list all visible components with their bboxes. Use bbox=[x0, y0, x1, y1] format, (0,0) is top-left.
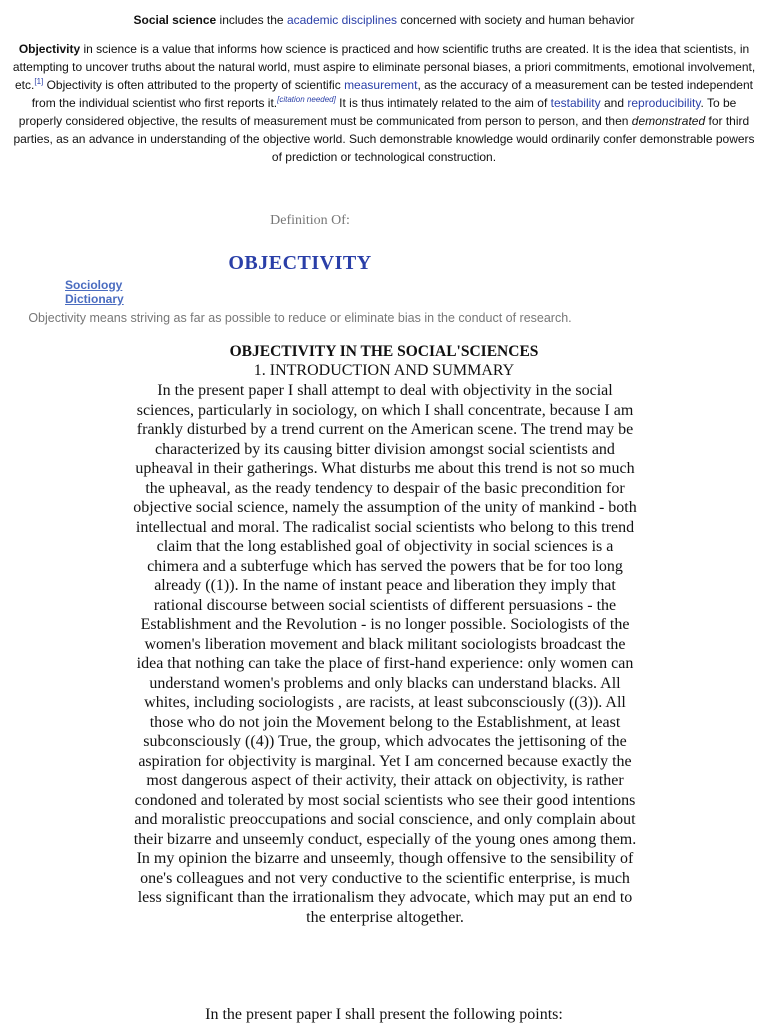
para-text: . To be properly considered objective, the results of measurement must be communicated from person to person, and then bbox=[18, 96, 737, 128]
intro-text-1: includes the bbox=[216, 13, 287, 27]
objectivity-paragraph bbox=[10, 40, 758, 166]
testability-link[interactable]: testability bbox=[550, 96, 601, 110]
reference-1-link[interactable]: [1] bbox=[34, 77, 44, 86]
source-line-1: Sociology bbox=[65, 278, 123, 292]
intro-text-2: concerned with society and human behavior bbox=[397, 13, 635, 27]
definition-of-label: Definition Of: bbox=[270, 213, 350, 228]
source-line-2: Dictionary bbox=[65, 292, 124, 306]
para-text: in science is a value that informs how science is practiced and how scientific truths are created. It is the idea that scientists, in attempting to uncover truths about the natural world, must aspire to eliminate personal biases, a priori commitments, emotional involvement, etc. bbox=[12, 42, 756, 92]
definition-text: Objectivity means striving as far as possible to reduce or eliminate bias in the conduct of research. bbox=[28, 311, 572, 325]
paper-title: OBJECTIVITY IN THE SOCIAL'SCIENCES bbox=[229, 343, 539, 360]
para-text: and bbox=[600, 96, 628, 110]
definition-title: OBJECTIVITY bbox=[228, 252, 372, 274]
para-text: , as the accuracy of a measurement can be tested independent from the individual scientist who first reports it. bbox=[31, 78, 753, 110]
demonstrated-emphasis: demonstrated bbox=[631, 114, 706, 128]
objectivity-bold-term: Objectivity bbox=[18, 42, 81, 56]
academic-disciplines-link[interactable]: academic disciplines bbox=[286, 13, 397, 27]
citation-needed-text: [citation needed] bbox=[277, 95, 336, 104]
sociology-dictionary-link[interactable] bbox=[65, 278, 124, 306]
citation-needed-link[interactable] bbox=[277, 95, 336, 104]
points-intro: In the present paper I shall present the following points: bbox=[205, 1006, 563, 1023]
paper-section-heading: 1. INTRODUCTION AND SUMMARY bbox=[253, 362, 515, 379]
measurement-link[interactable]: measurement bbox=[344, 78, 418, 92]
para-text: It is thus intimately related to the aim of bbox=[335, 96, 551, 110]
para-text: for third parties, as an advance in understanding of the objective world. Such demonstrable knowledge would ordinarily confer demonstrable powers of prediction or technological construction. bbox=[13, 114, 755, 164]
reproducibility-link[interactable]: reproducibility bbox=[627, 96, 701, 110]
intro-line bbox=[0, 12, 768, 29]
intro-bold-term: Social science bbox=[133, 13, 217, 27]
para-text: Objectivity is often attributed to the property of scientific bbox=[43, 78, 345, 92]
paper-body-paragraph: In the present paper I shall attempt to deal with objectivity in the social sciences, particularly in sociology, on which I shall concentrate, because I am frankly disturbed by a trend current on the American scene. The trend may be characterized by its causing bitter division amongst social scientists and upheaval in their gatherings. What disturbs me about this trend is not so much the upheaval, as the ready tendency to despair of the basic precondition for objective social science, namely the assumption of the unity of mankind - both intellectual and moral. The radicalist social scientists who belong to this trend claim that the long established goal of objectivity in social sciences is a chimera and a subterfuge which has served the powers that be for too long already ((1)). In the name of instant peace and liberation they imply that rational discourse between social scientists of different persuasions - the Establishment and the Revolution - is no longer possible. Sociologists of the women's liberation movement and black militant sociologists broadcast the idea that nothing can take the place of first-hand experience: only women can understand women's problems and only blacks can understand blacks. All whites, including sociologists , are racists, at least subconsciously ((3)). All those who do not join the Movement belong to the Establishment, at least subconsciously ((4)) True, the group, which advocates the jettisoning of the aspiration for objectivity is marginal. Yet I am concerned because exactly the most dangerous aspect of their activity, their attack on objectivity, is rather condoned and tolerated by most social scientists who see their good intentions and moralistic preoccupations and social conscience, and only complain about their bizarre and unseemly conduct, especially of the young ones among them. In my opinion the bizarre and unseemly, though offensive to the sensibility of one's colleagues and not very conductive to the scientific enterprise, is much less significant than the irrationalism they advocate, which may put an end to the enterprise altogether. bbox=[133, 382, 637, 926]
